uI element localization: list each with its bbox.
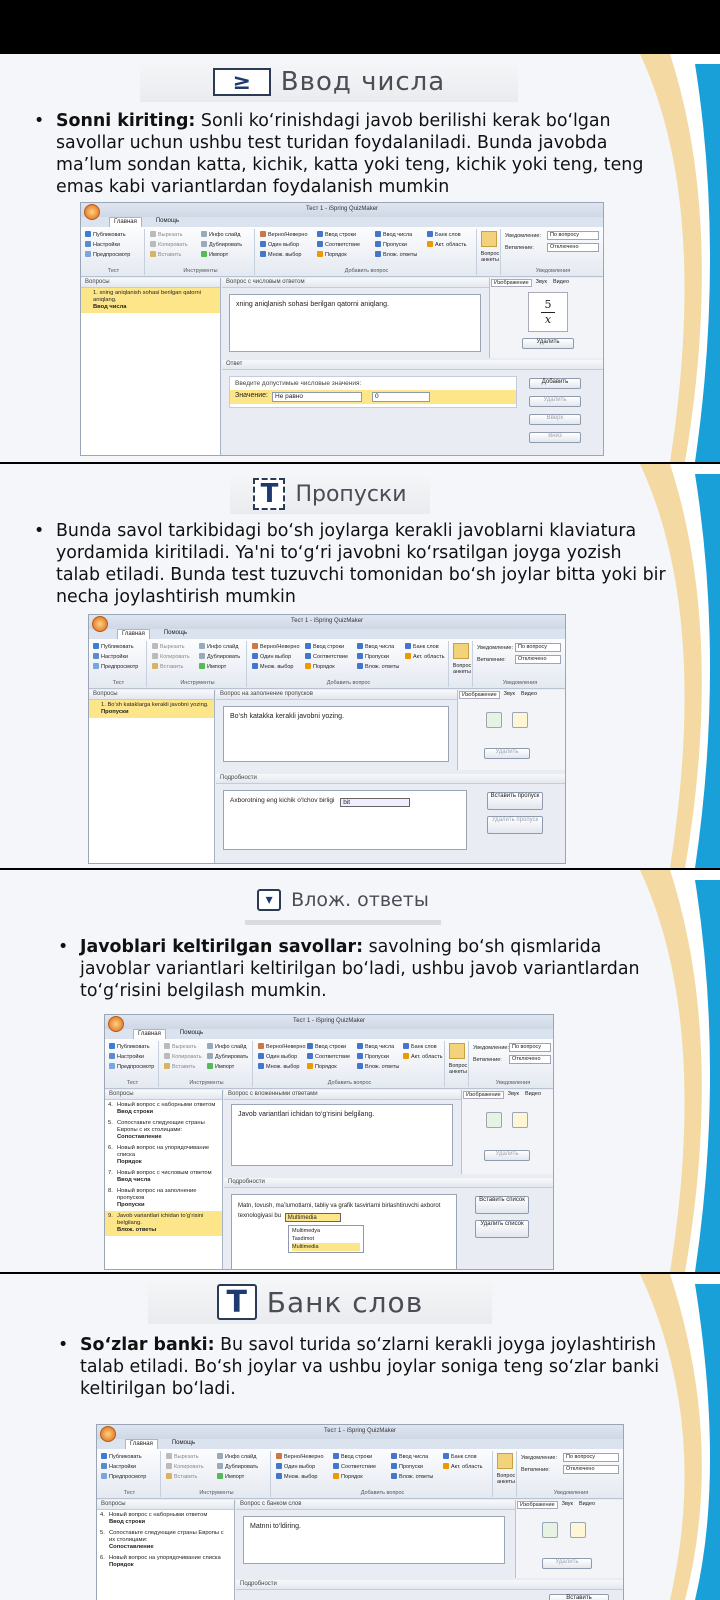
duplicate-button[interactable]: Дублировать [199, 653, 240, 660]
preview-button[interactable]: Предпросмотр [85, 251, 130, 258]
questions-list: Вопросы 1. xning aniqlanish sohasi berilgan qatorni aniqlang. Ввод числа [81, 278, 221, 455]
tab-video[interactable]: Видео [524, 1091, 542, 1097]
multiple-choice-button[interactable]: Множ. выбор [260, 251, 302, 258]
info-slide-button[interactable]: Инфо слайд [201, 231, 240, 238]
slide-4 [0, 1274, 720, 1600]
settings-button[interactable]: Настройки [93, 653, 128, 660]
preview-button[interactable]: Предпросмотр [109, 1063, 154, 1070]
copy-button[interactable]: Копировать [166, 1463, 204, 1470]
input-string-button[interactable]: Ввод строки [317, 231, 356, 238]
copy-button[interactable]: Копировать [150, 241, 188, 248]
questions-list: Вопросы 1. Bo‘sh kataklarga kerakli javobni yozing. Пропуски [89, 690, 215, 863]
media-panel [489, 278, 603, 358]
single-choice-button[interactable]: Один выбор [258, 1053, 297, 1060]
tab-help[interactable]: Помощь [163, 630, 188, 636]
copy-button[interactable]: Копировать [152, 653, 190, 660]
preview-button[interactable]: Предпросмотр [101, 1473, 146, 1480]
list-item[interactable]: 5. Сопоставьте следующие страны Европы с их столицами: Сопоставление [108, 1120, 205, 1140]
media-panel [461, 1090, 553, 1174]
publish-button[interactable]: Публиковать [109, 1043, 150, 1050]
import-button[interactable]: Импорт [201, 251, 228, 258]
quizmaker-window [96, 1424, 624, 1600]
formula-image: 5 x [528, 292, 568, 332]
slide-header [148, 1280, 492, 1324]
blank-field[interactable]: bit [340, 798, 410, 807]
slide-3 [0, 870, 720, 1272]
tab-home[interactable]: Главная [125, 1439, 158, 1449]
matching-button[interactable]: Соответствие [307, 1053, 350, 1060]
answer-values-panel: Введите допустимые числовые значения: Значение: Не равно 0 [229, 376, 517, 408]
bullet-text: • Sonni kiriting: Sonli ko‘rinishdagi javob berilishi kerak bo‘lgan savollar uchun ushbu test turidan foydalaniladi. Bunda javobda ma’lum sondan katta, kichik, katta yoki teng, kichik yoki teng, teng emas kabi variantlardan foydalanish mumkin [34, 111, 644, 197]
blanks-button[interactable]: Пропуски [357, 1053, 389, 1060]
slide-1 [0, 54, 720, 462]
single-choice-button[interactable]: Один выбор [252, 653, 291, 660]
insert-button[interactable]: Вставить [549, 1594, 609, 1600]
paste-button[interactable]: Вставить [150, 251, 181, 258]
word-bank-icon: T [217, 1284, 257, 1320]
single-choice-button[interactable]: Один выбор [276, 1463, 315, 1470]
import-button[interactable]: Импорт [217, 1473, 244, 1480]
blanks-icon: T [253, 478, 285, 510]
insert-blank-button[interactable]: Вставить пропуск [487, 792, 543, 810]
cut-button[interactable]: Вырезать [152, 643, 184, 650]
remove-list-button[interactable]: Удалить список [475, 1220, 529, 1238]
editor-area: Вопросы 1. xning aniqlanish sohasi berilgan qatorni aniqlang. Ввод числа Вопрос с числовым ответом xning aniqlanish sohasi berilgan qatorni aniqlang. Изображение Звук Видео 5 x Удалить Ответ Введите допустимые числовые значения: Значение: Не равно 0 Добавить Удалить Вверх Вниз [81, 278, 603, 455]
publish-button[interactable]: Публиковать [93, 643, 134, 650]
matching-button[interactable]: Соответствие [317, 241, 360, 248]
media-panel [515, 1500, 623, 1578]
editor-area: Вопросы 4. Новый вопрос с наборными ответом Ввод строки 5. Сопоставьте следующие страны Европы с их столицами: Сопоставление 6. Новый вопрос на упорядочивание списка Порядок 7. Новый вопрос с числовым ответом Ввод числа 8. Новый вопрос на заполнение пропусков Пропуски 9. Javob variantlari ichidan to‘g‘risini belgilang. Влож. ответы Вопрос с вложенными ответами Javob variantlari ichidan to‘g‘risini belgilang. Изображение Звук Видео Удалить Подробности Matn, tovush, ma’lumotlarni, tabliy va grafik tasvirlarni birlashtiruvchi axborot texnologiyasi bu Multimedia Multimedya Tasdimot Multimedia Вставить список Удалить список [105, 1090, 553, 1269]
tab-video[interactable]: Видео [520, 691, 538, 697]
notify-select[interactable]: По вопросу [515, 643, 561, 652]
survey-question-icon[interactable] [449, 1043, 465, 1059]
branching-select[interactable]: Отключено [547, 243, 599, 252]
question-text-editor[interactable]: Javob variantlari ichidan to‘g‘risini belgilang. [231, 1104, 453, 1166]
tab-image[interactable]: Изображение [491, 279, 532, 287]
survey-question-icon[interactable] [453, 643, 469, 659]
list-item[interactable]: 4. Новый вопрос с наборными ответом Ввод строки [100, 1512, 208, 1525]
import-button[interactable]: Импорт [199, 663, 226, 670]
decorative-swoosh [600, 870, 720, 1272]
question-text-editor[interactable]: Matnni to‘ldiring. [243, 1516, 505, 1564]
nested-answers-button[interactable]: Влож. ответы [391, 1473, 433, 1480]
ribbon: Публиковать Настройки Предпросмотр Тест Вырезать Копировать Вставить Инфо слайд Дублировать Импорт Инструменты Верно/Неверно Один выбор Множ. выбор Ввод строки Соответствие Порядок Ввод числа Пропуски Влож. ответы Банк слов Акт. область Добавить вопрос Вопрос анкеты Уведомление: По вопросу Ветвление: Отключено Уведомления [81, 227, 603, 277]
blanks-button[interactable]: Пропуски [375, 241, 407, 248]
tab-home[interactable]: Главная [109, 217, 142, 227]
notify-select[interactable]: По вопросу [547, 231, 599, 240]
window-titlebar: Тест 1 - iSpring QuizMaker [97, 1425, 623, 1439]
question-text-editor[interactable]: xning aniqlanish sohasi berilgan qatorni aniqlang. [229, 294, 481, 352]
bullet-term: Sonni kiriting: [56, 111, 196, 131]
list-item[interactable]: 6. Новый вопрос на упорядочивание списка Порядок [100, 1555, 221, 1568]
details-editor[interactable]: Matn, tovush, ma’lumotlarni, tabliy va grafik tasvirlarni birlashtiruvchi axborot texnologiyasi bu Multimedia Multimedya Tasdimot Multimedia [231, 1194, 457, 1270]
preview-button[interactable]: Предпросмотр [93, 663, 138, 670]
add-image-icon[interactable] [486, 1112, 502, 1128]
ribbon-tabs [97, 1439, 623, 1449]
tab-image[interactable]: Изображение [463, 1091, 504, 1099]
branching-select[interactable]: Отключено [509, 1055, 551, 1064]
hotspot-button[interactable]: Акт. область [405, 653, 444, 660]
list-item[interactable]: 7. Новый вопрос с числовым ответом Ввод числа [108, 1170, 212, 1183]
move-down-button[interactable]: Вниз [529, 432, 581, 443]
tab-image[interactable]: Изображение [459, 691, 500, 699]
input-number-button[interactable]: Ввод числа [357, 1043, 394, 1050]
option-item[interactable]: Multimedia [292, 1243, 360, 1251]
duplicate-button[interactable]: Дублировать [217, 1463, 258, 1470]
matching-button[interactable]: Соответствие [305, 653, 348, 660]
bullet-body: Sonli ko‘rinishdagi javob berilishi kerak bo‘lgan savollar uchun ushbu test turidan foydalaniladi. Bunda javobda ma’lum sondan katta, kichik, katta yoki teng, kichik yoki teng, teng emas kabi variantlardan foydalanish mumkin [56, 111, 644, 197]
bullet-term: So‘zlar banki: [80, 1335, 215, 1355]
slide-title: Пропуски [295, 481, 407, 507]
tab-video[interactable]: Видео [578, 1501, 596, 1507]
list-item[interactable]: 5. Сопоставьте следующие страны Европы с их столицами: Сопоставление [100, 1530, 224, 1550]
quizmaker-window [88, 614, 566, 864]
bullet-text: • So‘zlar banki: Bu savol turida so‘zlarni kerakli joyga joylashtirish talab etiladi. Bo‘sh joylar va ushbu joylar soniga teng so‘zlar banki keltirilgan bo‘ladi. [58, 1335, 660, 1399]
survey-question-icon[interactable] [497, 1453, 513, 1469]
tab-video[interactable]: Видео [552, 279, 570, 285]
tab-image[interactable]: Изображение [517, 1501, 558, 1509]
editor-area: Вопросы 4. Новый вопрос с наборными ответом Ввод строки 5. Сопоставьте следующие страны Европы с их столицами: Сопоставление 6. Новый вопрос на упорядочивание списка Порядок Вопрос с банком слов Matnni to‘ldiring. Изображение Звук Видео Удалить Подробности Вставить [97, 1500, 623, 1600]
window-titlebar: Тест 1 - iSpring QuizMaker [105, 1015, 553, 1029]
settings-button[interactable]: Настройки [109, 1053, 144, 1060]
list-item[interactable]: 8. Новый вопрос на заполнение пропусков Пропуски [108, 1188, 197, 1208]
hotspot-button[interactable]: Акт. область [443, 1463, 482, 1470]
add-value-button[interactable]: Добавить [529, 378, 581, 389]
bullet-term: Javoblari keltirilgan savollar: [80, 937, 364, 957]
insert-list-button[interactable]: Вставить список [475, 1196, 529, 1214]
bullet-body: Bu savol turida so‘zlarni kerakli joyga joylashtirish talab etiladi. Bo‘sh joylar va ushbu joylar soniga teng so‘zlar banki keltirilgan bo‘ladi. [80, 1335, 660, 1399]
duplicate-button[interactable]: Дублировать [201, 241, 242, 248]
paste-button[interactable]: Вставить [152, 663, 183, 670]
order-button[interactable]: Порядок [305, 663, 335, 670]
delete-media-button[interactable]: Удалить [542, 1558, 592, 1569]
ribbon-tabs [81, 217, 603, 227]
nested-answers-icon: ▾ [257, 889, 281, 911]
option-item[interactable]: Tasdimot [292, 1236, 315, 1242]
move-up-button[interactable]: Вверх [529, 414, 581, 425]
branching-select[interactable]: Отключено [515, 655, 561, 664]
slide-2 [0, 464, 720, 868]
settings-button[interactable]: Настройки [85, 241, 120, 248]
copy-button[interactable]: Копировать [164, 1053, 202, 1060]
info-slide-button[interactable]: Инфо слайд [199, 643, 238, 650]
slide-title: Ввод числа [280, 67, 446, 97]
slide-header [230, 474, 430, 514]
operator-select[interactable]: Не равно [272, 392, 362, 402]
multiple-choice-button[interactable]: Множ. выбор [258, 1063, 300, 1070]
settings-button[interactable]: Настройки [101, 1463, 136, 1470]
survey-question-icon[interactable] [481, 231, 497, 247]
input-number-button[interactable]: Ввод числа [391, 1453, 428, 1460]
tab-sound[interactable]: Звук [503, 691, 515, 697]
delete-media-button[interactable]: Удалить [484, 1150, 530, 1161]
matching-button[interactable]: Соответствие [333, 1463, 376, 1470]
hotspot-button[interactable]: Акт. область [427, 241, 466, 248]
list-item[interactable]: 4. Новый вопрос с наборными ответом Ввод строки [108, 1102, 216, 1115]
nested-answers-button[interactable]: Влож. ответы [357, 1063, 399, 1070]
questions-list: Вопросы 4. Новый вопрос с наборными ответом Ввод строки 5. Сопоставьте следующие страны Европы с их столицами: Сопоставление 6. Новый вопрос на упорядочивание списка Порядок 7. Новый вопрос с числовым ответом Ввод числа 8. Новый вопрос на заполнение пропусков Пропуски 9. Javob variantlari ichidan to‘g‘risini belgilang. Влож. ответы [105, 1090, 223, 1269]
slide-title: Банк слов [266, 1285, 424, 1319]
cut-button[interactable]: Вырезать [166, 1453, 198, 1460]
question-text-editor[interactable]: Bo‘sh katakka kerakli javobni yozing. [223, 706, 449, 762]
multiple-choice-button[interactable]: Множ. выбор [276, 1473, 318, 1480]
tab-home[interactable]: Главная [133, 1029, 166, 1039]
list-item[interactable]: 6. Новый вопрос на упорядочивание списка Порядок [108, 1145, 210, 1165]
multiple-choice-button[interactable]: Множ. выбор [252, 663, 294, 670]
value-input[interactable]: 0 [372, 392, 430, 402]
hotspot-button[interactable]: Акт. область [403, 1053, 442, 1060]
input-number-button[interactable]: Ввод числа [357, 643, 394, 650]
list-item[interactable]: 1. xning aniqlanish sohasi berilgan qatorni aniqlang. Ввод числа [81, 288, 220, 313]
window-titlebar: Тест 1 - iSpring QuizMaker [81, 203, 603, 217]
blanks-button[interactable]: Пропуски [391, 1463, 423, 1470]
input-string-button[interactable]: Ввод строки [307, 1043, 346, 1050]
duplicate-button[interactable]: Дублировать [207, 1053, 248, 1060]
ribbon-tabs [105, 1029, 553, 1039]
slide-title: Влож. ответы [291, 889, 429, 911]
word-bank-button[interactable]: Банк слов [403, 1043, 437, 1050]
tab-help[interactable]: Помощь [155, 218, 180, 224]
answer-row[interactable]: Значение: Не равно 0 [230, 390, 516, 404]
survey-question-label: Вопрос анкеты [480, 251, 500, 263]
questions-list: Вопросы 4. Новый вопрос с наборными ответом Ввод строки 5. Сопоставьте следующие страны Европы с их столицами: Сопоставление 6. Новый вопрос на упорядочивание списка Порядок [97, 1500, 235, 1600]
formula-icon[interactable] [512, 712, 528, 728]
tab-sound[interactable]: Звук [507, 1091, 519, 1097]
true-false-button[interactable]: Верно/Неверно [258, 1043, 306, 1050]
delete-media-button[interactable]: Удалить [522, 338, 574, 349]
bullet-text: • Javoblari keltirilgan savollar: savolning bo‘sh qismlarida javoblar variantlari keltirilgan bo‘ladi, ushbu javob variantlardan to‘g‘risini belgilash mumkin. [58, 937, 640, 1001]
tab-help[interactable]: Помощь [171, 1440, 196, 1446]
import-button[interactable]: Импорт [207, 1063, 234, 1070]
ribbon: Публиковать Настройки Предпросмотр Тест Вырезать Копировать Вставить Инфо слайд Дублировать Импорт Инструменты Верно/Неверно Один выбор Множ. выбор Ввод строки Соответствие Порядок Ввод числа Пропуски Влож. ответы Банк слов Акт. область Добавить вопрос Вопрос анкеты Уведомление: По вопросу Ветвление: Отключено Уведомления [89, 639, 565, 689]
window-titlebar: Тест 1 - iSpring QuizMaker [89, 615, 565, 629]
publish-button[interactable]: Публиковать [85, 231, 126, 238]
true-false-button[interactable]: Верно/Неверно [260, 231, 308, 238]
nested-dropdown[interactable]: Multimedia [285, 1213, 341, 1222]
slide-header [245, 880, 441, 920]
delete-media-button[interactable]: Удалить [484, 748, 530, 759]
add-image-icon[interactable] [542, 1522, 558, 1538]
info-slide-button[interactable]: Инфо слайд [217, 1453, 256, 1460]
quizmaker-window [80, 202, 604, 456]
nested-answers-button[interactable]: Влож. ответы [357, 663, 399, 670]
tab-help[interactable]: Помощь [179, 1030, 204, 1036]
remove-value-button[interactable]: Удалить [529, 396, 581, 407]
slide-header [140, 62, 518, 102]
media-panel [457, 690, 565, 770]
input-string-button[interactable]: Ввод строки [305, 643, 344, 650]
word-bank-button[interactable]: Банк слов [443, 1453, 477, 1460]
true-false-button[interactable]: Верно/Неверно [252, 643, 300, 650]
publish-button[interactable]: Публиковать [101, 1453, 142, 1460]
word-bank-button[interactable]: Банк слов [427, 231, 461, 238]
top-black-bar [0, 0, 720, 54]
notify-select[interactable]: По вопросу [509, 1043, 551, 1052]
order-button[interactable]: Порядок [317, 251, 347, 258]
tab-sound[interactable]: Звук [535, 279, 547, 285]
tab-home[interactable]: Главная [117, 629, 150, 639]
dropdown-options [288, 1225, 364, 1253]
ribbon: Публиковать Настройки Предпросмотр Тест Вырезать Копировать Вставить Инфо слайд Дублировать Импорт Инструменты Верно/Неверно Один выбор Множ. выбор Ввод строки Соответствие Порядок Ввод числа Пропуски Влож. ответы Банк слов Акт. область Добавить вопрос Вопрос анкеты Уведомление: По вопросу Ветвление: Отключено Уведомления [105, 1039, 553, 1089]
quizmaker-window [104, 1014, 554, 1270]
word-bank-button[interactable]: Банк слов [405, 643, 439, 650]
paste-button[interactable]: Вставить [166, 1473, 197, 1480]
ribbon-tabs [89, 629, 565, 639]
bullet-text: • Bunda savol tarkibidagi bo‘sh joylarga kerakli javoblarni klaviatura yordamida kiritiladi. Ya'ni to‘g‘ri javobni ko‘rsatilgan joyga yozish talab etiladi. Bunda test tuzuvchi tomonidan bo‘sh joylar bitta yoki bir necha joylashtirish mumkin [34, 521, 666, 607]
editor-area: Вопросы 1. Bo‘sh kataklarga kerakli javobni yozing. Пропуски Вопрос на заполнение пропусков Bo‘sh katakka kerakli javobni yozing. Изображение Звук Видео Удалить Подробности Axborotning eng kichik o‘lchov birligi bit Вставить пропуск Удалить пропуск [89, 690, 565, 863]
input-number-button[interactable]: Ввод числа [375, 231, 412, 238]
paste-button[interactable]: Вставить [164, 1063, 195, 1070]
order-button[interactable]: Порядок [307, 1063, 337, 1070]
add-image-icon[interactable] [486, 712, 502, 728]
single-choice-button[interactable]: Один выбор [260, 241, 299, 248]
list-item[interactable]: 1. Bo‘sh kataklarga kerakli javobni yozing. Пропуски [89, 700, 214, 718]
bullet-body: savolning bo‘sh qismlarida javoblar variantlari keltirilgan bo‘ladi, ushbu javob variantlardan to‘g‘risini belgilash mumkin. [80, 937, 640, 1001]
formula-icon[interactable] [512, 1112, 528, 1128]
true-false-button[interactable]: Верно/Неверно [276, 1453, 324, 1460]
cut-button[interactable]: Вырезать [150, 231, 182, 238]
formula-icon[interactable] [570, 1522, 586, 1538]
nested-answers-button[interactable]: Влож. ответы [375, 251, 417, 258]
info-slide-button[interactable]: Инфо слайд [207, 1043, 246, 1050]
tab-sound[interactable]: Звук [561, 1501, 573, 1507]
branching-select[interactable]: Отключено [563, 1465, 619, 1474]
order-button[interactable]: Порядок [333, 1473, 363, 1480]
remove-blank-button[interactable]: Удалить пропуск [487, 816, 543, 834]
input-number-icon: ≥ [213, 68, 271, 96]
option-item[interactable]: Multimedya [292, 1228, 321, 1234]
blanks-button[interactable]: Пропуски [357, 653, 389, 660]
bullet-body: Bunda savol tarkibidagi bo‘sh joylarga kerakli javoblarni klaviatura yordamida kiritiladi. Ya'ni to‘g‘ri javobni ko‘rsatilgan joyga yozish talab etiladi. Bunda test tuzuvchi tomonidan bo‘sh joylar bitta yoki bir necha joylashtirish mumkin [56, 521, 666, 607]
details-editor[interactable]: Axborotning eng kichik o‘lchov birligi bit [223, 790, 467, 850]
list-item[interactable]: 9. Javob variantlari ichidan to‘g‘risini belgilang. Влож. ответы [105, 1211, 222, 1236]
cut-button[interactable]: Вырезать [164, 1043, 196, 1050]
ribbon: Публиковать Настройки Предпросмотр Тест Вырезать Копировать Вставить Инфо слайд Дублировать Импорт Инструменты Верно/Неверно Один выбор Множ. выбор Ввод строки Соответствие Порядок Ввод числа Пропуски Влож. ответы Банк слов Акт. область Добавить вопрос Вопрос анкеты Уведомление: По вопросу Ветвление: Отключено Уведомления [97, 1449, 623, 1499]
notify-select[interactable]: По вопросу [563, 1453, 619, 1462]
input-string-button[interactable]: Ввод строки [333, 1453, 372, 1460]
